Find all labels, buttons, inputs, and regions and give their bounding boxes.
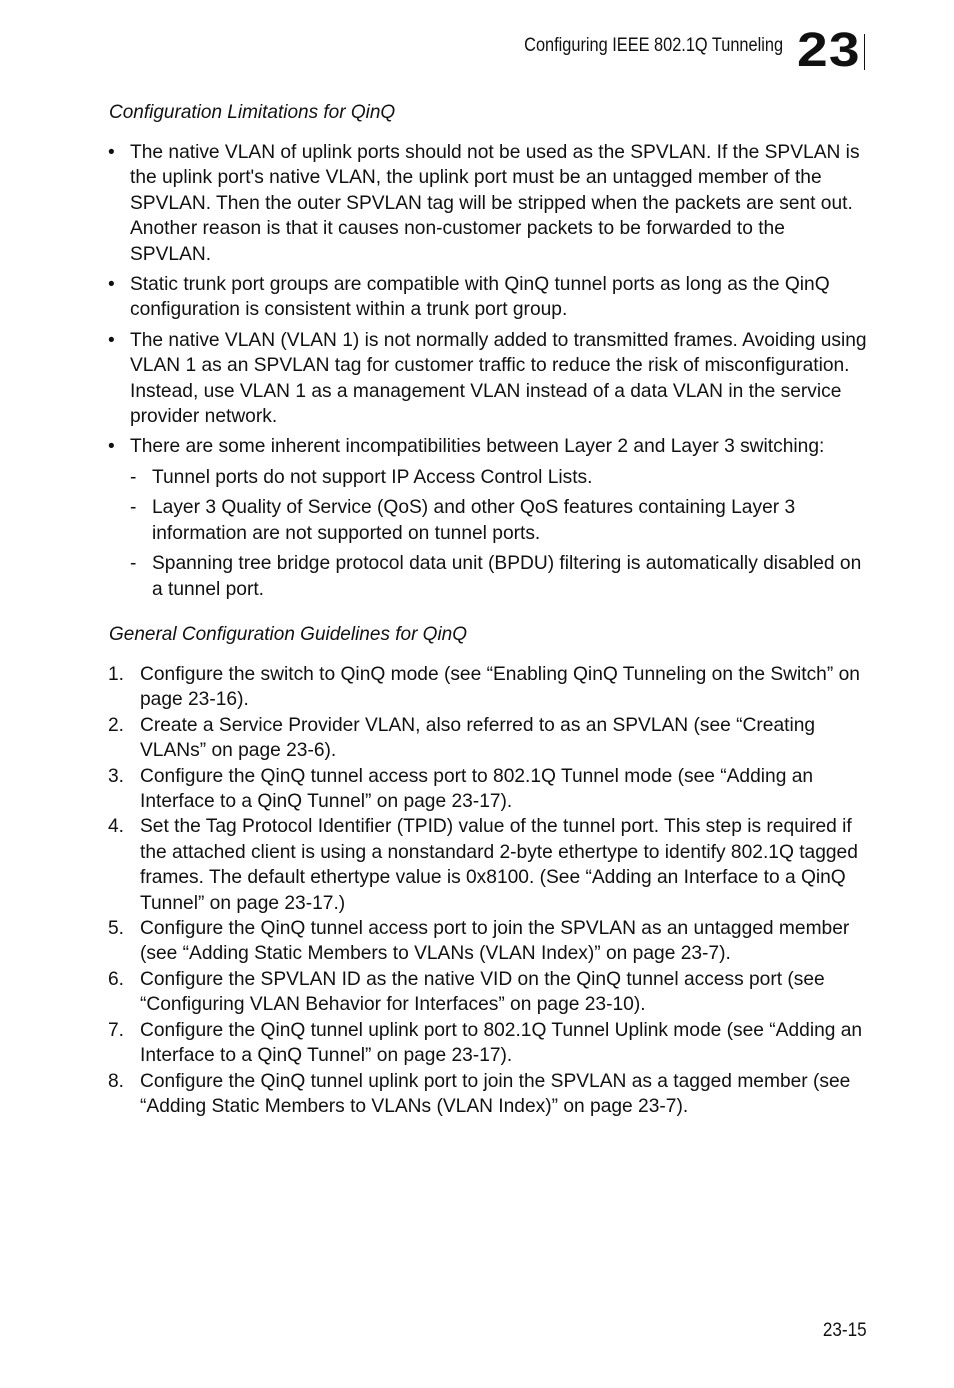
chapter-number: 23 (796, 24, 861, 77)
step-number: 8. (108, 1070, 125, 1092)
step-text: Configure the switch to QinQ mode (see “Enabling QinQ Tunneling on the Switch” on page 23-16). (140, 664, 860, 711)
section-heading-guidelines: General Configuration Guidelines for QinQ (109, 624, 468, 645)
numbered-step (108, 1018, 870, 1069)
numbered-step (108, 814, 870, 916)
step-number: 5. (108, 918, 125, 940)
limitations-list (108, 140, 870, 607)
numbered-step (108, 713, 870, 764)
page-header (482, 24, 866, 77)
step-text: Configure the SPVLAN ID as the native VID on the QinQ tunnel access port (see “Configuring VLAN Behavior for Interfaces” on page 23-10). (140, 968, 825, 1016)
bullet-marker: • (108, 142, 115, 163)
step-text: Configure the QinQ tunnel access port to 802.1Q Tunnel mode (see “Adding an Interface to a QinQ Tunnel” on page 23-17). (140, 765, 814, 813)
step-number: 6. (108, 968, 125, 990)
list-item (108, 272, 870, 323)
sublist-item-text: Spanning tree bridge protocol data unit (BPDU) filtering is automatically disabled on a tunnel port. (152, 553, 862, 600)
step-text: Configure the QinQ tunnel uplink port to 802.1Q Tunnel Uplink mode (see “Adding an Interface to a QinQ Tunnel” on page 23-17). (140, 1019, 863, 1067)
step-number: 7. (108, 1019, 125, 1041)
chapter-divider (864, 34, 865, 70)
numbered-step (108, 1069, 870, 1120)
numbered-step (108, 916, 870, 967)
list-item-text: The native VLAN of uplink ports should not be used as the SPVLAN. If the SPVLAN is the uplink port's native VLAN, the uplink port must be an untagged member of the SPVLAN. Then the outer SPVLAN tag will be stripped when the packets are sent out. Another reason is that it causes non-customer packets to be forwarded to the SPVLAN. (130, 142, 860, 265)
page-number: 23-15 (823, 1320, 867, 1341)
list-item (108, 140, 870, 267)
step-text: Configure the QinQ tunnel access port to join the SPVLAN as an untagged member (see “Adding Static Members to VLANs (VLAN Index)” on page 23-7). (140, 918, 850, 965)
sublist-item-text: Layer 3 Quality of Service (QoS) and other QoS features containing Layer 3 information are not supported on tunnel ports. (152, 497, 796, 544)
list-item-text: Static trunk port groups are compatible with QinQ tunnel ports as long as the QinQ configuration is consistent within a trunk port group. (130, 274, 830, 321)
bullet-marker: • (108, 436, 115, 458)
list-item-text: There are some inherent incompatibilities between Layer 2 and Layer 3 switching: (130, 436, 825, 458)
dash-marker: - (130, 497, 137, 519)
dash-marker: - (130, 553, 137, 575)
sublist-item (130, 465, 870, 490)
step-text: Configure the QinQ tunnel uplink port to join the SPVLAN as a tagged member (see “Adding Static Members to VLANs (VLAN Index)” on page 23-7). (140, 1070, 851, 1117)
sublist-item (130, 495, 870, 546)
numbered-step (108, 662, 870, 713)
bullet-marker: • (108, 329, 115, 351)
list-item-text: The native VLAN (VLAN 1) is not normally added to transmitted frames. Avoiding using VLAN 1 as an SPVLAN tag for customer traffic to reduce the risk of misconfiguration. Instead, use VLAN 1 as a management VLAN instead of a data VLAN in the service provider network. (130, 329, 867, 428)
list-item (108, 328, 870, 430)
step-number: 4. (108, 816, 125, 838)
sublist-item-text: Tunnel ports do not support IP Access Control Lists. (152, 466, 593, 488)
step-text: Create a Service Provider VLAN, also referred to as an SPVLAN (see “Creating VLANs” on page 23-6). (140, 714, 816, 762)
sublist-item (130, 551, 870, 602)
step-number: 2. (108, 714, 125, 736)
section-heading-limitations: Configuration Limitations for QinQ (109, 102, 396, 123)
guidelines-list (108, 662, 870, 1119)
dash-marker: - (130, 466, 137, 488)
step-number: 3. (108, 765, 125, 787)
numbered-step (108, 764, 870, 815)
numbered-step (108, 967, 870, 1018)
list-item (108, 434, 870, 601)
step-number: 1. (108, 664, 125, 685)
incompatibilities-sublist (130, 465, 870, 602)
step-text: Set the Tag Protocol Identifier (TPID) value of the tunnel port. This step is required if the attached client is using a nonstandard 2-byte ethertype to identify 802.1Q tagged frames. The default ethertype value is 0x8100. (See “Adding an Interface to a QinQ Tunnel” on page 23-17.) (140, 816, 858, 914)
chapter-title: Configuring IEEE 802.1Q Tunneling (523, 35, 783, 56)
bullet-marker: • (108, 274, 115, 296)
